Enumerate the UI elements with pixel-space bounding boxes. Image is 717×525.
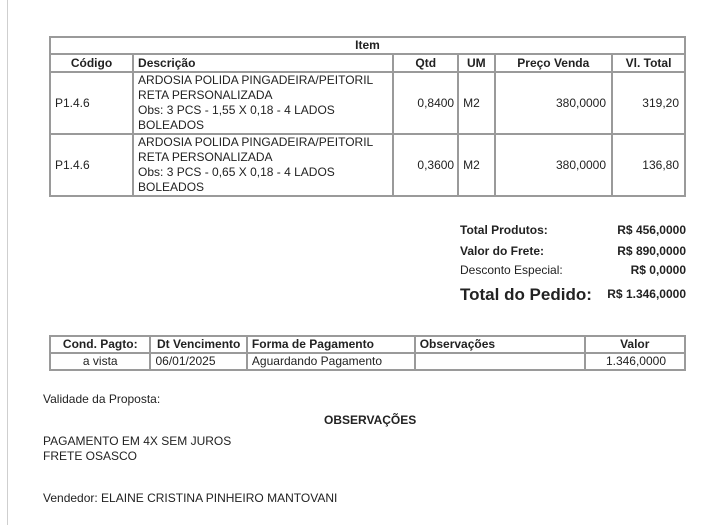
col-header-um: UM	[458, 54, 494, 72]
col-header-codigo: Código	[50, 54, 133, 72]
item-qty: 0,3600	[393, 134, 458, 196]
payment-header-row	[50, 336, 685, 353]
items-title-row	[50, 37, 685, 54]
item-description-line: BOLEADOS	[138, 118, 205, 132]
item-description-line: Obs: 3 PCS - 0,65 X 0,18 - 4 LADOS	[138, 165, 335, 179]
total-produtos-label: Total Produtos:	[460, 223, 548, 237]
items-table	[49, 36, 686, 197]
note-line: FRETE OSASCO	[43, 449, 138, 463]
items-title: Item	[50, 37, 685, 54]
total-pedido-label: Total do Pedido:	[460, 285, 592, 304]
col-header-forma-pagamento: Forma de Pagamento	[247, 336, 415, 353]
table-row	[50, 353, 685, 370]
item-description-line: RETA PERSONALIZADA	[138, 150, 273, 164]
page-left-border	[7, 0, 8, 525]
total-pedido-value: R$ 1.346,0000	[607, 287, 686, 301]
item-qty: 0,8400	[393, 72, 458, 134]
valor-frete-label: Valor do Frete:	[460, 244, 545, 258]
payment-valor: 1.346,0000	[585, 353, 686, 370]
item-price: 380,0000	[495, 134, 612, 196]
items-header-row	[50, 54, 685, 72]
note-line: PAGAMENTO EM 4X SEM JUROS	[43, 434, 232, 448]
item-total: 136,80	[612, 134, 685, 196]
payment-cond: a vista	[50, 353, 150, 370]
desconto-label: Desconto Especial:	[460, 263, 563, 277]
item-price: 380,0000	[495, 72, 612, 134]
col-header-qtd: Qtd	[393, 54, 458, 72]
item-description-line: ARDOSIA POLIDA PINGADEIRA/PEITORIL	[138, 135, 374, 149]
validade-label: Validade da Proposta:	[43, 392, 161, 406]
item-description	[133, 134, 393, 196]
col-header-valor: Valor	[585, 336, 686, 353]
item-code: P1.4.6	[50, 72, 133, 134]
desconto-value: R$ 0,0000	[630, 263, 686, 277]
item-um: M2	[458, 72, 494, 134]
col-header-observacoes: Observações	[415, 336, 585, 353]
item-total: 319,20	[612, 72, 685, 134]
item-um: M2	[458, 134, 494, 196]
payment-forma: Aguardando Pagamento	[247, 353, 415, 370]
table-row	[50, 72, 685, 134]
item-code: P1.4.6	[50, 134, 133, 196]
col-header-descricao: Descrição	[133, 54, 393, 72]
item-description-line: Obs: 3 PCS - 1,55 X 0,18 - 4 LADOS	[138, 103, 335, 117]
payment-obs	[415, 353, 585, 370]
vendedor: Vendedor: ELAINE CRISTINA PINHEIRO MANTOVANI	[43, 491, 338, 505]
table-row	[50, 134, 685, 196]
total-produtos-value: R$ 456,0000	[617, 223, 686, 237]
item-description-line: ARDOSIA POLIDA PINGADEIRA/PEITORIL	[138, 73, 374, 87]
item-description-line: RETA PERSONALIZADA	[138, 88, 273, 102]
col-header-dt-vencimento: Dt Vencimento	[150, 336, 246, 353]
item-description-line: BOLEADOS	[138, 180, 205, 194]
col-header-cond-pagto: Cond. Pagto:	[50, 336, 150, 353]
observacoes-title: OBSERVAÇÕES	[324, 413, 417, 427]
payment-table	[49, 335, 686, 371]
valor-frete-value: R$ 890,0000	[617, 244, 686, 258]
total-pedido-row	[460, 285, 686, 307]
payment-vencimento: 06/01/2025	[150, 353, 246, 370]
item-description	[133, 72, 393, 134]
col-header-preco-venda: Preço Venda	[495, 54, 612, 72]
col-header-vl-total: Vl. Total	[612, 54, 685, 72]
